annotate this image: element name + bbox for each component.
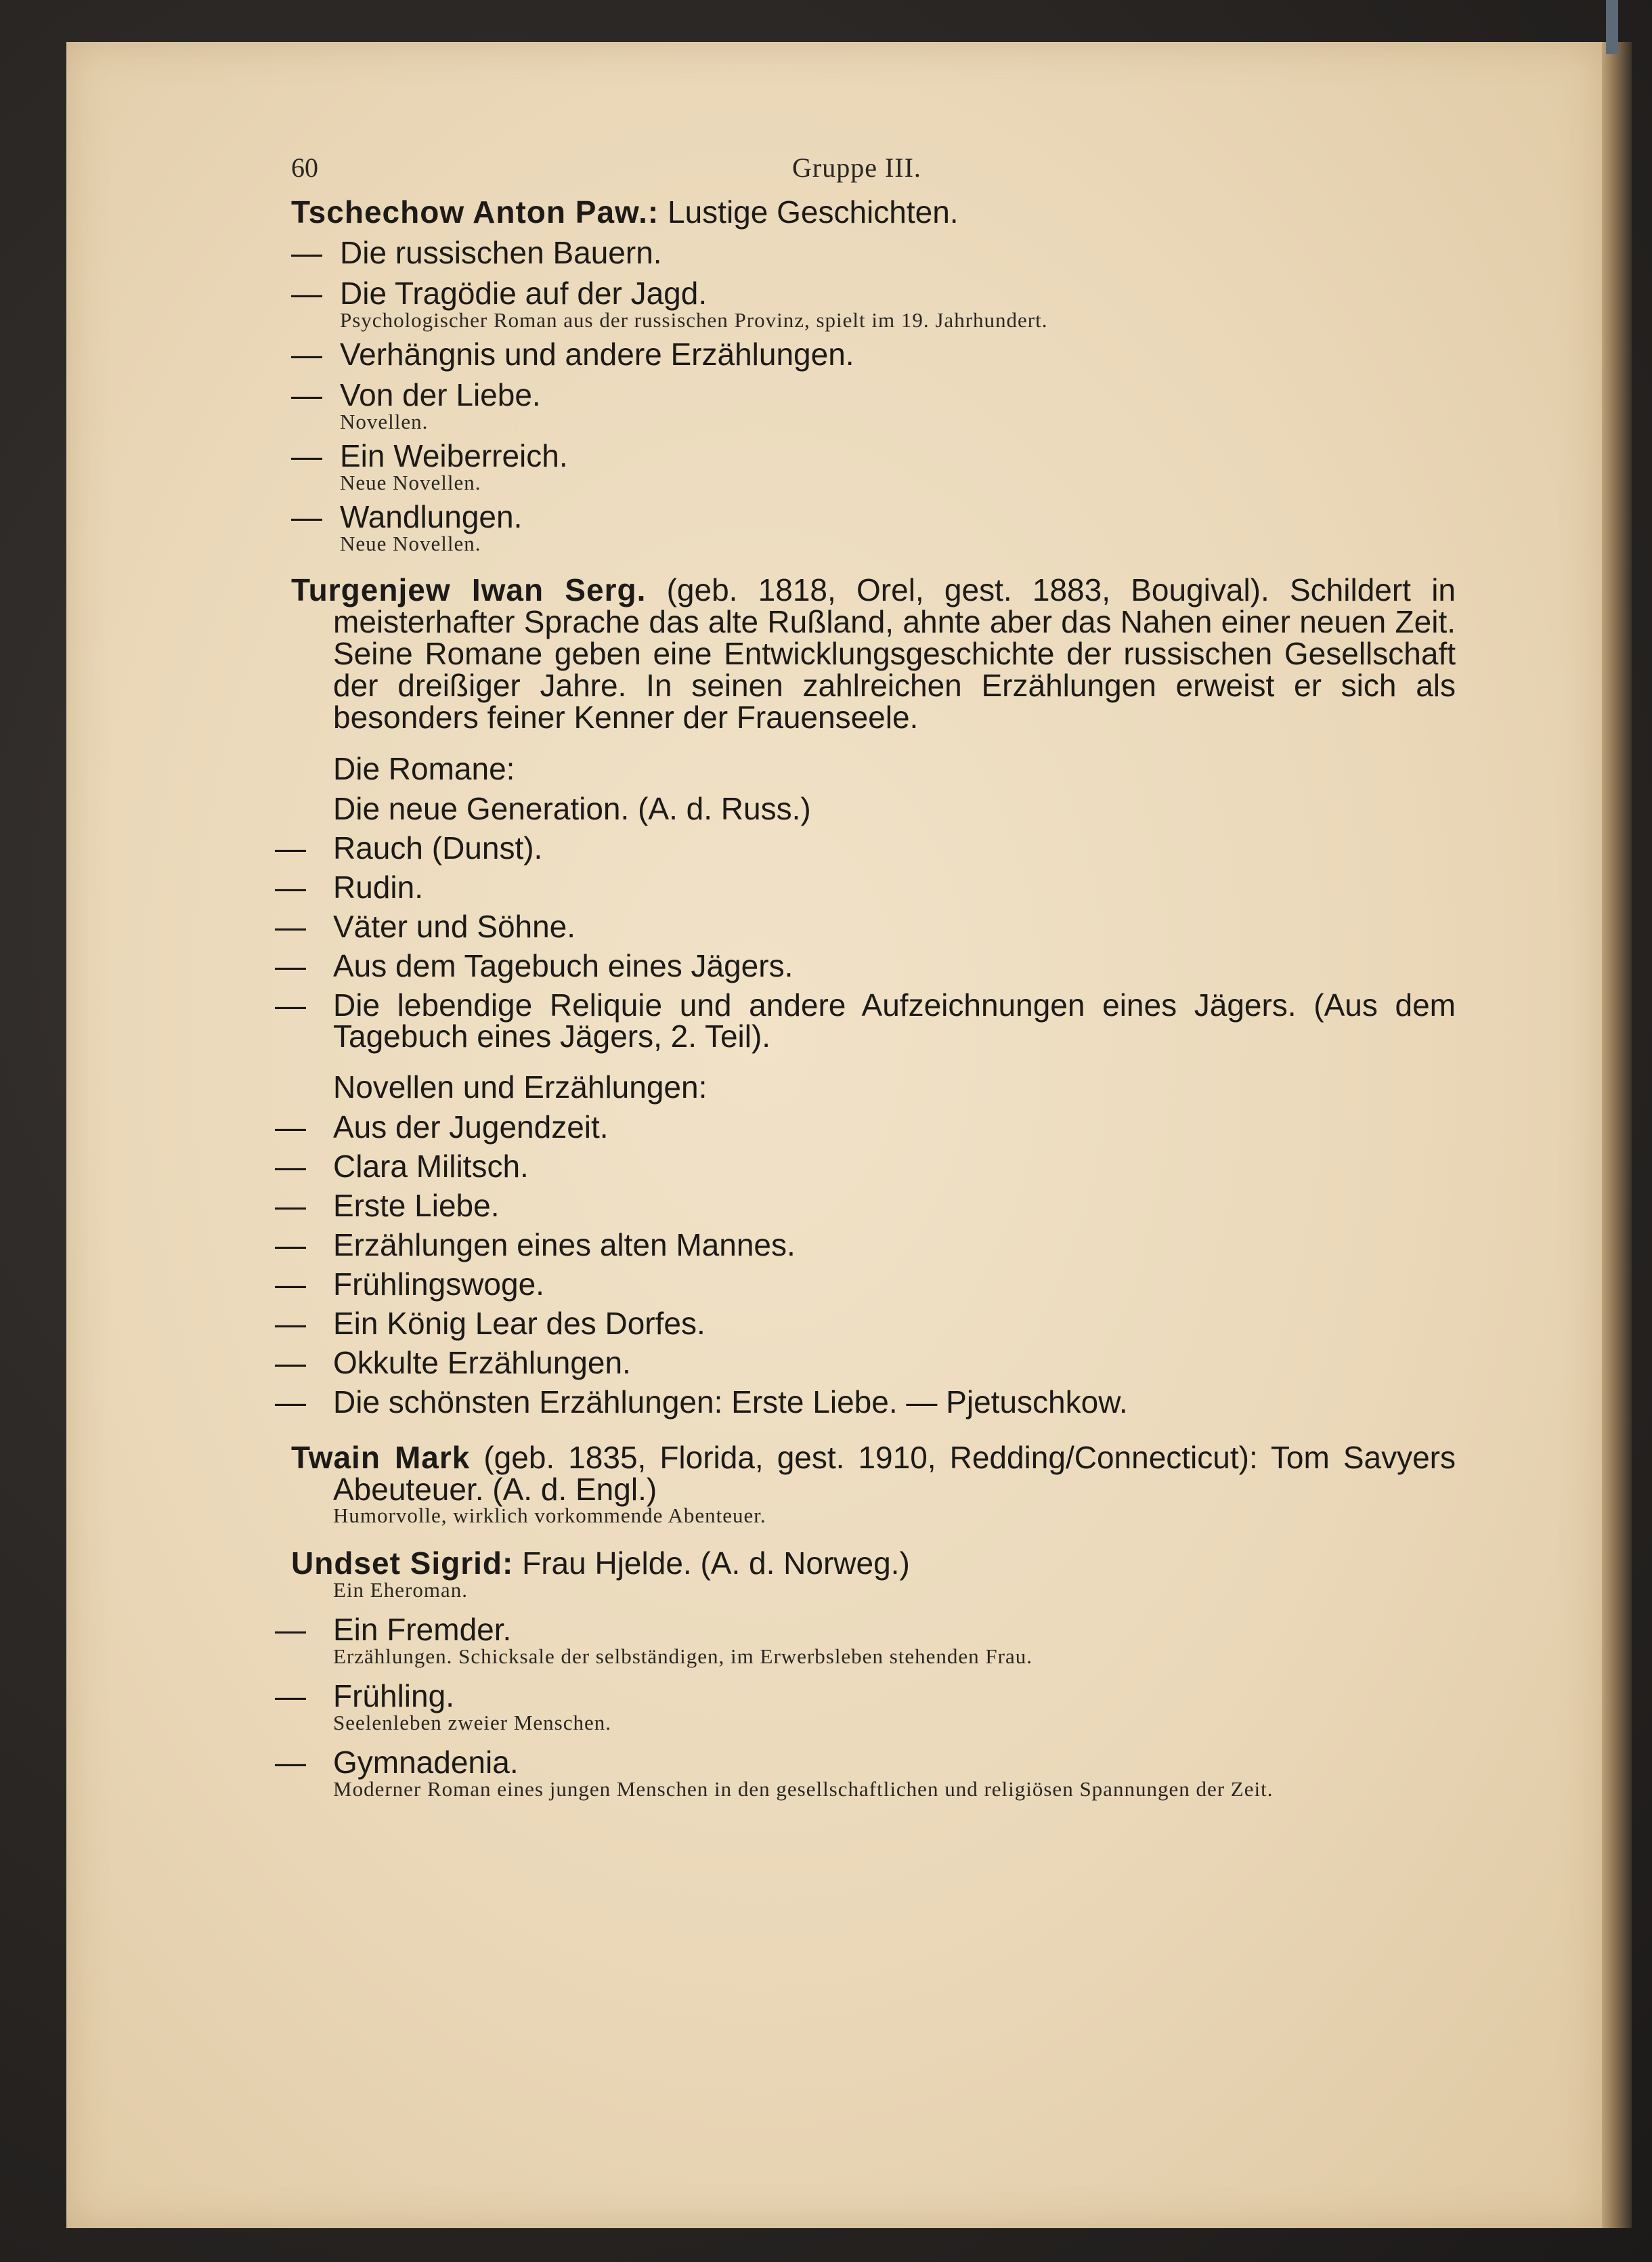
- work-title: Ein Weiberreich.: [340, 438, 568, 473]
- list-item: [291, 337, 1456, 371]
- work-title: Aus dem Tagebuch eines Jägers.: [333, 948, 794, 983]
- dash-marker: —: [291, 276, 322, 311]
- work-note: Neue Novellen.: [340, 471, 481, 494]
- work-title: Frühlingswoge.: [333, 1266, 544, 1302]
- dash-marker: —: [275, 1266, 306, 1302]
- dash-marker: —: [275, 987, 306, 1023]
- author-name: Undset Sigrid:: [291, 1545, 514, 1581]
- work-note: Moderner Roman eines jungen Menschen in den gesellschaftlichen und religiösen Spannungen der Zeit.: [333, 1777, 1274, 1801]
- dash-marker: —: [291, 499, 322, 534]
- section-heading-novellen: Novellen und Erzählungen:: [333, 1069, 708, 1105]
- list-item: [275, 946, 1456, 985]
- dash-marker: —: [275, 948, 306, 983]
- bookmark-tab: [1606, 0, 1618, 54]
- list-item: [275, 828, 1456, 868]
- dash-marker: —: [275, 830, 306, 866]
- work-note: Erzählungen. Schicksale der selbständigen, im Erwerbsleben stehenden Frau.: [333, 1644, 1032, 1668]
- list-item: [275, 1147, 1456, 1186]
- work-title: Die russischen Bauern.: [340, 235, 662, 270]
- work-note: Ein Eheroman.: [333, 1578, 468, 1602]
- dash-marker: —: [275, 1227, 306, 1262]
- dash-marker: —: [291, 438, 322, 473]
- list-item: [275, 907, 1456, 946]
- dash-marker: —: [275, 870, 306, 905]
- author-description: [291, 1442, 1456, 1506]
- work-note: Humorvolle, wirklich vorkommende Abenteuer.: [333, 1503, 766, 1527]
- work-note: Novellen.: [340, 410, 429, 433]
- list-item: [275, 1225, 1456, 1264]
- list-item: [291, 236, 1456, 270]
- list-item: [275, 1343, 1456, 1382]
- author-name: Twain Mark: [291, 1440, 471, 1475]
- author-bio: (geb. 1835, Florida, gest. 1910, Redding/Connecticut): Tom Savyers Abeuteuer. (A. d. Engl.): [333, 1440, 1456, 1507]
- work-list: [275, 828, 1456, 1054]
- running-header: [291, 142, 1456, 190]
- work-title: Ein Fremder.: [333, 1612, 512, 1647]
- list-item: [275, 985, 1456, 1054]
- author-description: [291, 574, 1456, 733]
- dash-marker: —: [275, 1612, 306, 1647]
- work-title: Ein König Lear des Dorfes.: [333, 1306, 705, 1341]
- entry-turgenjew: [275, 572, 1456, 1422]
- work-title: Wandlungen.: [340, 499, 523, 534]
- list-item: [275, 868, 1456, 907]
- entry-head: [291, 195, 1456, 229]
- work-title: Aus der Jugendzeit.: [333, 1109, 609, 1145]
- author-bio: (geb. 1818, Orel, gest. 1883, Bougival). Schildert in meisterhafter Sprache das alte Rußland, ahnte aber das Nahen einer neuen Zeit. Seine Romane geben eine Entwicklungsgeschichte der russischen Gesellschaft der dreißiger Jahre. In seinen zahlreichen Erzählungen erweist er sich als besonders feiner Kenner der Frauenseele.: [333, 572, 1456, 735]
- work-title: Väter und Söhne.: [333, 909, 576, 944]
- entry-undset: [275, 1545, 1456, 1801]
- dash-marker: —: [275, 909, 306, 944]
- work-title: Clara Militsch.: [333, 1149, 529, 1184]
- author-name: Turgenjew Iwan Serg.: [291, 572, 647, 607]
- list-item: [291, 276, 1456, 310]
- work-note: Neue Novellen.: [340, 532, 481, 555]
- list-item: [291, 439, 1456, 473]
- dash-marker: —: [291, 377, 322, 412]
- work-note: Psychologischer Roman aus der russischen Provinz, spielt im 19. Jahrhundert.: [340, 308, 1048, 332]
- section-heading-romane: Die Romane:: [333, 751, 515, 786]
- dash-marker: —: [275, 1188, 306, 1223]
- work-title: Okkulte Erzählungen.: [333, 1345, 631, 1380]
- dash-marker: —: [275, 1345, 306, 1380]
- work-list: [275, 1107, 1456, 1422]
- work-title: Erste Liebe.: [333, 1188, 500, 1223]
- work-title: Rudin.: [333, 870, 423, 905]
- work-title: Verhängnis und andere Erzählungen.: [340, 337, 854, 372]
- entry-head: [291, 1546, 1456, 1580]
- work-list: [291, 236, 1456, 554]
- page-number: 60: [291, 152, 318, 183]
- dash-marker: —: [291, 337, 322, 372]
- work-title: Die schönsten Erzählungen: Erste Liebe. — Pjetuschkow.: [333, 1384, 1128, 1420]
- list-item: [275, 1304, 1456, 1343]
- page-edge: [1602, 42, 1632, 2228]
- list-item: [275, 1678, 1456, 1713]
- list-item: [275, 1382, 1456, 1422]
- work-list: [275, 1612, 1456, 1801]
- entry-twain: [291, 1442, 1456, 1526]
- dash-marker: —: [275, 1384, 306, 1420]
- work-title: Gymnadenia.: [333, 1745, 519, 1780]
- work-title: Erzählungen eines alten Mannes.: [333, 1227, 796, 1262]
- list-item: [275, 1107, 1456, 1147]
- list-item: [291, 378, 1456, 412]
- dash-marker: —: [291, 235, 322, 270]
- dash-marker: —: [275, 1109, 306, 1145]
- list-item: [275, 1264, 1456, 1304]
- work-title: Die neue Generation. (A. d. Russ.): [333, 791, 811, 826]
- list-item: [275, 1612, 1456, 1647]
- dash-marker: —: [275, 1745, 306, 1780]
- work-title: Die lebendige Reliquie und andere Aufzeichnungen eines Jägers. (Aus dem Tagebuch eines Jägers, 2. Teil).: [333, 987, 1456, 1054]
- work-title: Die Tragödie auf der Jagd.: [340, 276, 708, 311]
- work-title: Rauch (Dunst).: [333, 830, 543, 866]
- dash-marker: —: [275, 1149, 306, 1184]
- work-title: Frühling.: [333, 1678, 454, 1713]
- work-title: Frau Hjelde. (A. d. Norweg.): [522, 1545, 910, 1581]
- work-note: Seelenleben zweier Menschen.: [333, 1711, 612, 1734]
- running-title: Gruppe III.: [792, 152, 921, 183]
- list-item: [275, 1186, 1456, 1225]
- work-title: Lustige Geschichten.: [668, 194, 959, 230]
- author-name: Tschechow Anton Paw.:: [291, 194, 659, 230]
- entry-tschechow: [291, 195, 1456, 554]
- dash-marker: —: [275, 1306, 306, 1341]
- list-item: [275, 1745, 1456, 1780]
- dash-marker: —: [275, 1678, 306, 1713]
- page-content: [275, 142, 1456, 1801]
- work-title: Von der Liebe.: [340, 377, 541, 412]
- list-item: [291, 500, 1456, 534]
